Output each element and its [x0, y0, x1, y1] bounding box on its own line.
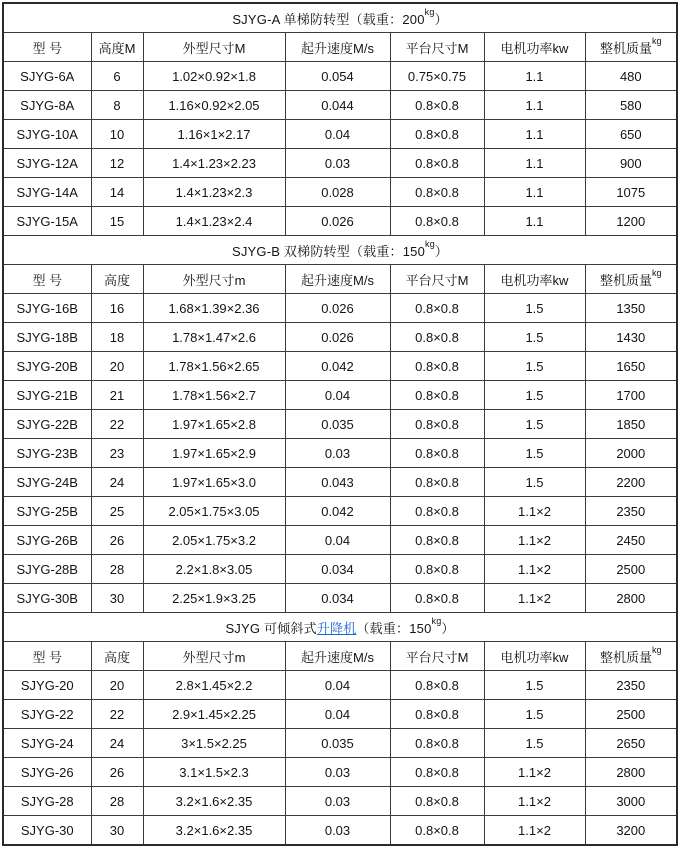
cell-lift-speed: 0.03 [285, 758, 390, 787]
cell-motor-power: 1.5 [484, 700, 585, 729]
column-header-label: 型 号 [32, 40, 63, 56]
cell-machine-weight: 1350 [585, 294, 677, 323]
cell-overall-dimensions: 2.05×1.75×3.2 [143, 526, 285, 555]
cell-height: 21 [91, 381, 143, 410]
cell-lift-speed: 0.03 [285, 439, 390, 468]
section-title-row [3, 613, 677, 642]
cell-lift-speed: 0.03 [285, 816, 390, 846]
column-header-label: 外型尺寸M [182, 40, 246, 56]
cell-motor-power: 1.1×2 [484, 816, 585, 846]
col-header-motor-power [484, 33, 585, 62]
col-header-height [91, 265, 143, 294]
cell-model: SJYG-6A [3, 62, 91, 91]
cell-height: 26 [91, 758, 143, 787]
cell-overall-dimensions: 3.2×1.6×2.35 [143, 816, 285, 846]
cell-height: 26 [91, 526, 143, 555]
cell-lift-speed: 0.04 [285, 381, 390, 410]
table-row [3, 555, 677, 584]
section-title-text: SJYG-A 单梯防转型（载重：200 [232, 11, 425, 27]
cell-overall-dimensions: 1.16×1×2.17 [143, 120, 285, 149]
cell-motor-power: 1.1×2 [484, 758, 585, 787]
cell-model: SJYG-21B [3, 381, 91, 410]
cell-motor-power: 1.5 [484, 410, 585, 439]
cell-overall-dimensions: 1.16×0.92×2.05 [143, 91, 285, 120]
cell-model: SJYG-22 [3, 700, 91, 729]
cell-motor-power: 1.5 [484, 294, 585, 323]
cell-machine-weight: 2800 [585, 758, 677, 787]
cell-motor-power: 1.1 [484, 149, 585, 178]
col-header-height [91, 33, 143, 62]
cell-overall-dimensions: 1.4×1.23×2.3 [143, 178, 285, 207]
column-header-row [3, 33, 677, 62]
cell-height: 16 [91, 294, 143, 323]
cell-machine-weight: 3200 [585, 816, 677, 846]
cell-height: 28 [91, 787, 143, 816]
cell-model: SJYG-24B [3, 468, 91, 497]
cell-platform-size: 0.8×0.8 [390, 410, 484, 439]
col-header-model [3, 33, 91, 62]
column-header-label: 外型尺寸m [182, 272, 246, 288]
section-title-text: （载重：150 [356, 620, 432, 636]
cell-motor-power: 1.5 [484, 671, 585, 700]
cell-model: SJYG-26 [3, 758, 91, 787]
cell-platform-size: 0.8×0.8 [390, 671, 484, 700]
column-header-label: 电机功率kw [500, 649, 569, 665]
section-title-text: ） [441, 620, 455, 636]
cell-motor-power: 1.5 [484, 323, 585, 352]
cell-machine-weight: 2800 [585, 584, 677, 613]
table-row [3, 787, 677, 816]
cell-machine-weight: 480 [585, 62, 677, 91]
cell-platform-size: 0.8×0.8 [390, 468, 484, 497]
cell-height: 20 [91, 671, 143, 700]
cell-platform-size: 0.8×0.8 [390, 178, 484, 207]
table-row [3, 410, 677, 439]
cell-overall-dimensions: 1.4×1.23×2.23 [143, 149, 285, 178]
cell-overall-dimensions: 3.1×1.5×2.3 [143, 758, 285, 787]
cell-lift-speed: 0.044 [285, 91, 390, 120]
cell-platform-size: 0.8×0.8 [390, 729, 484, 758]
col-header-platform-size [390, 642, 484, 671]
cell-overall-dimensions: 1.78×1.47×2.6 [143, 323, 285, 352]
cell-motor-power: 1.5 [484, 352, 585, 381]
cell-overall-dimensions: 1.97×1.65×2.9 [143, 439, 285, 468]
section-title [3, 236, 677, 265]
cell-motor-power: 1.1 [484, 207, 585, 236]
cell-platform-size: 0.8×0.8 [390, 439, 484, 468]
cell-model: SJYG-28 [3, 787, 91, 816]
cell-lift-speed: 0.04 [285, 671, 390, 700]
cell-model: SJYG-30B [3, 584, 91, 613]
column-header-label: 整机质量 [600, 649, 653, 665]
cell-overall-dimensions: 2.05×1.75×3.05 [143, 497, 285, 526]
cell-overall-dimensions: 3×1.5×2.25 [143, 729, 285, 758]
table-row [3, 207, 677, 236]
cell-platform-size: 0.8×0.8 [390, 381, 484, 410]
table-row [3, 526, 677, 555]
cell-motor-power: 1.5 [484, 729, 585, 758]
column-header-label: 平台尺寸M [405, 40, 469, 56]
cell-overall-dimensions: 1.68×1.39×2.36 [143, 294, 285, 323]
column-header-label: 平台尺寸M [405, 649, 469, 665]
cell-height: 30 [91, 584, 143, 613]
product-spec-table [2, 2, 678, 846]
cell-height: 25 [91, 497, 143, 526]
table-row [3, 671, 677, 700]
col-header-machine-weight [585, 642, 677, 671]
table-row [3, 178, 677, 207]
cell-machine-weight: 650 [585, 120, 677, 149]
cell-platform-size: 0.8×0.8 [390, 91, 484, 120]
cell-platform-size: 0.8×0.8 [390, 497, 484, 526]
section-title-text: SJYG 可倾斜式 [225, 620, 317, 636]
cell-height: 18 [91, 323, 143, 352]
cell-machine-weight: 2350 [585, 497, 677, 526]
cell-machine-weight: 1700 [585, 381, 677, 410]
cell-platform-size: 0.8×0.8 [390, 700, 484, 729]
table-row [3, 149, 677, 178]
cell-model: SJYG-28B [3, 555, 91, 584]
table-row [3, 816, 677, 846]
cell-platform-size: 0.8×0.8 [390, 526, 484, 555]
cell-machine-weight: 2450 [585, 526, 677, 555]
cell-machine-weight: 1430 [585, 323, 677, 352]
table-row [3, 62, 677, 91]
unit-superscript: kg [652, 267, 662, 278]
lift-machine-link[interactable]: 升降机 [316, 620, 357, 636]
cell-height: 8 [91, 91, 143, 120]
column-header-row [3, 642, 677, 671]
cell-height: 24 [91, 468, 143, 497]
table-body [3, 3, 677, 845]
cell-height: 15 [91, 207, 143, 236]
table-row [3, 120, 677, 149]
column-header-label: 型 号 [32, 272, 63, 288]
column-header-label: 起升速度M/s [301, 649, 374, 665]
cell-machine-weight: 2200 [585, 468, 677, 497]
cell-lift-speed: 0.035 [285, 410, 390, 439]
cell-overall-dimensions: 1.78×1.56×2.65 [143, 352, 285, 381]
cell-platform-size: 0.8×0.8 [390, 816, 484, 846]
cell-motor-power: 1.1×2 [484, 584, 585, 613]
cell-overall-dimensions: 3.2×1.6×2.35 [143, 787, 285, 816]
table-row [3, 91, 677, 120]
col-header-platform-size [390, 33, 484, 62]
section-title-text: SJYG-B 双梯防转型（载重：150 [231, 243, 426, 259]
cell-lift-speed: 0.035 [285, 729, 390, 758]
cell-motor-power: 1.5 [484, 381, 585, 410]
cell-lift-speed: 0.026 [285, 323, 390, 352]
unit-superscript: kg [425, 238, 435, 249]
cell-model: SJYG-20B [3, 352, 91, 381]
col-header-model [3, 265, 91, 294]
cell-model: SJYG-14A [3, 178, 91, 207]
cell-model: SJYG-22B [3, 410, 91, 439]
col-header-overall-dimensions [143, 265, 285, 294]
cell-machine-weight: 1200 [585, 207, 677, 236]
cell-machine-weight: 900 [585, 149, 677, 178]
cell-machine-weight: 1075 [585, 178, 677, 207]
cell-model: SJYG-18B [3, 323, 91, 352]
cell-model: SJYG-15A [3, 207, 91, 236]
cell-motor-power: 1.1 [484, 178, 585, 207]
cell-lift-speed: 0.03 [285, 787, 390, 816]
cell-model: SJYG-8A [3, 91, 91, 120]
cell-model: SJYG-12A [3, 149, 91, 178]
cell-model: SJYG-23B [3, 439, 91, 468]
column-header-label: 整机质量 [600, 272, 653, 288]
cell-height: 22 [91, 700, 143, 729]
column-header-label: 起升速度M/s [301, 40, 374, 56]
cell-motor-power: 1.1×2 [484, 497, 585, 526]
table-row [3, 468, 677, 497]
column-header-label: 高度 [103, 272, 130, 288]
cell-overall-dimensions: 2.25×1.9×3.25 [143, 584, 285, 613]
section-title-row [3, 3, 677, 33]
cell-machine-weight: 3000 [585, 787, 677, 816]
cell-model: SJYG-10A [3, 120, 91, 149]
col-header-lift-speed [285, 33, 390, 62]
cell-lift-speed: 0.034 [285, 555, 390, 584]
cell-lift-speed: 0.042 [285, 352, 390, 381]
col-header-platform-size [390, 265, 484, 294]
cell-platform-size: 0.8×0.8 [390, 352, 484, 381]
cell-motor-power: 1.1×2 [484, 787, 585, 816]
cell-height: 6 [91, 62, 143, 91]
cell-lift-speed: 0.03 [285, 149, 390, 178]
column-header-label: 起升速度M/s [301, 272, 374, 288]
cell-height: 14 [91, 178, 143, 207]
col-header-machine-weight [585, 33, 677, 62]
cell-overall-dimensions: 1.02×0.92×1.8 [143, 62, 285, 91]
cell-machine-weight: 1850 [585, 410, 677, 439]
cell-platform-size: 0.8×0.8 [390, 555, 484, 584]
column-header-label: 外型尺寸m [182, 649, 246, 665]
col-header-machine-weight [585, 265, 677, 294]
cell-overall-dimensions: 1.97×1.65×3.0 [143, 468, 285, 497]
table-row [3, 497, 677, 526]
cell-overall-dimensions: 1.97×1.65×2.8 [143, 410, 285, 439]
cell-height: 24 [91, 729, 143, 758]
cell-motor-power: 1.1×2 [484, 526, 585, 555]
cell-platform-size: 0.8×0.8 [390, 207, 484, 236]
cell-height: 30 [91, 816, 143, 846]
cell-machine-weight: 2500 [585, 700, 677, 729]
cell-height: 10 [91, 120, 143, 149]
col-header-motor-power [484, 642, 585, 671]
cell-model: SJYG-20 [3, 671, 91, 700]
cell-model: SJYG-30 [3, 816, 91, 846]
cell-height: 22 [91, 410, 143, 439]
cell-overall-dimensions: 1.78×1.56×2.7 [143, 381, 285, 410]
table-row [3, 584, 677, 613]
cell-height: 12 [91, 149, 143, 178]
cell-motor-power: 1.1×2 [484, 555, 585, 584]
cell-overall-dimensions: 2.2×1.8×3.05 [143, 555, 285, 584]
cell-lift-speed: 0.026 [285, 207, 390, 236]
cell-lift-speed: 0.04 [285, 526, 390, 555]
table-row [3, 700, 677, 729]
column-header-label: 整机质量 [600, 40, 653, 56]
cell-model: SJYG-26B [3, 526, 91, 555]
cell-lift-speed: 0.054 [285, 62, 390, 91]
section-title [3, 3, 677, 33]
unit-superscript: kg [431, 615, 442, 626]
column-header-label: 电机功率kw [500, 272, 569, 288]
cell-platform-size: 0.8×0.8 [390, 323, 484, 352]
cell-lift-speed: 0.04 [285, 700, 390, 729]
col-header-model [3, 642, 91, 671]
cell-height: 28 [91, 555, 143, 584]
unit-superscript: kg [652, 644, 662, 655]
cell-motor-power: 1.1 [484, 120, 585, 149]
col-header-overall-dimensions [143, 33, 285, 62]
section-title-text: ） [434, 243, 449, 259]
cell-lift-speed: 0.028 [285, 178, 390, 207]
section-title [3, 613, 677, 642]
unit-superscript: kg [424, 6, 435, 17]
cell-machine-weight: 580 [585, 91, 677, 120]
cell-platform-size: 0.8×0.8 [390, 758, 484, 787]
cell-platform-size: 0.75×0.75 [390, 62, 484, 91]
cell-motor-power: 1.5 [484, 468, 585, 497]
cell-lift-speed: 0.034 [285, 584, 390, 613]
column-header-label: 高度 [103, 649, 130, 665]
cell-model: SJYG-16B [3, 294, 91, 323]
cell-overall-dimensions: 1.4×1.23×2.4 [143, 207, 285, 236]
cell-lift-speed: 0.026 [285, 294, 390, 323]
cell-height: 20 [91, 352, 143, 381]
table-row [3, 352, 677, 381]
col-header-lift-speed [285, 642, 390, 671]
cell-motor-power: 1.5 [484, 439, 585, 468]
cell-machine-weight: 1650 [585, 352, 677, 381]
column-header-label: 平台尺寸M [405, 272, 469, 288]
cell-machine-weight: 2350 [585, 671, 677, 700]
col-header-motor-power [484, 265, 585, 294]
table-row [3, 294, 677, 323]
table-row [3, 729, 677, 758]
col-header-overall-dimensions [143, 642, 285, 671]
cell-lift-speed: 0.04 [285, 120, 390, 149]
cell-platform-size: 0.8×0.8 [390, 584, 484, 613]
unit-superscript: kg [652, 35, 662, 46]
cell-model: SJYG-25B [3, 497, 91, 526]
cell-motor-power: 1.1 [484, 91, 585, 120]
cell-overall-dimensions: 2.8×1.45×2.2 [143, 671, 285, 700]
cell-platform-size: 0.8×0.8 [390, 149, 484, 178]
cell-machine-weight: 2000 [585, 439, 677, 468]
col-header-height [91, 642, 143, 671]
column-header-row [3, 265, 677, 294]
cell-motor-power: 1.1 [484, 62, 585, 91]
table-row [3, 758, 677, 787]
cell-model: SJYG-24 [3, 729, 91, 758]
cell-overall-dimensions: 2.9×1.45×2.25 [143, 700, 285, 729]
cell-platform-size: 0.8×0.8 [390, 294, 484, 323]
cell-machine-weight: 2500 [585, 555, 677, 584]
column-header-label: 高度M [98, 40, 136, 56]
table-row [3, 439, 677, 468]
col-header-lift-speed [285, 265, 390, 294]
table-row [3, 323, 677, 352]
cell-platform-size: 0.8×0.8 [390, 787, 484, 816]
cell-platform-size: 0.8×0.8 [390, 120, 484, 149]
table-row [3, 381, 677, 410]
cell-height: 23 [91, 439, 143, 468]
cell-lift-speed: 0.043 [285, 468, 390, 497]
column-header-label: 电机功率kw [500, 40, 569, 56]
section-title-row [3, 236, 677, 265]
cell-machine-weight: 2650 [585, 729, 677, 758]
section-title-text: ） [434, 11, 448, 27]
cell-lift-speed: 0.042 [285, 497, 390, 526]
column-header-label: 型 号 [32, 649, 63, 665]
